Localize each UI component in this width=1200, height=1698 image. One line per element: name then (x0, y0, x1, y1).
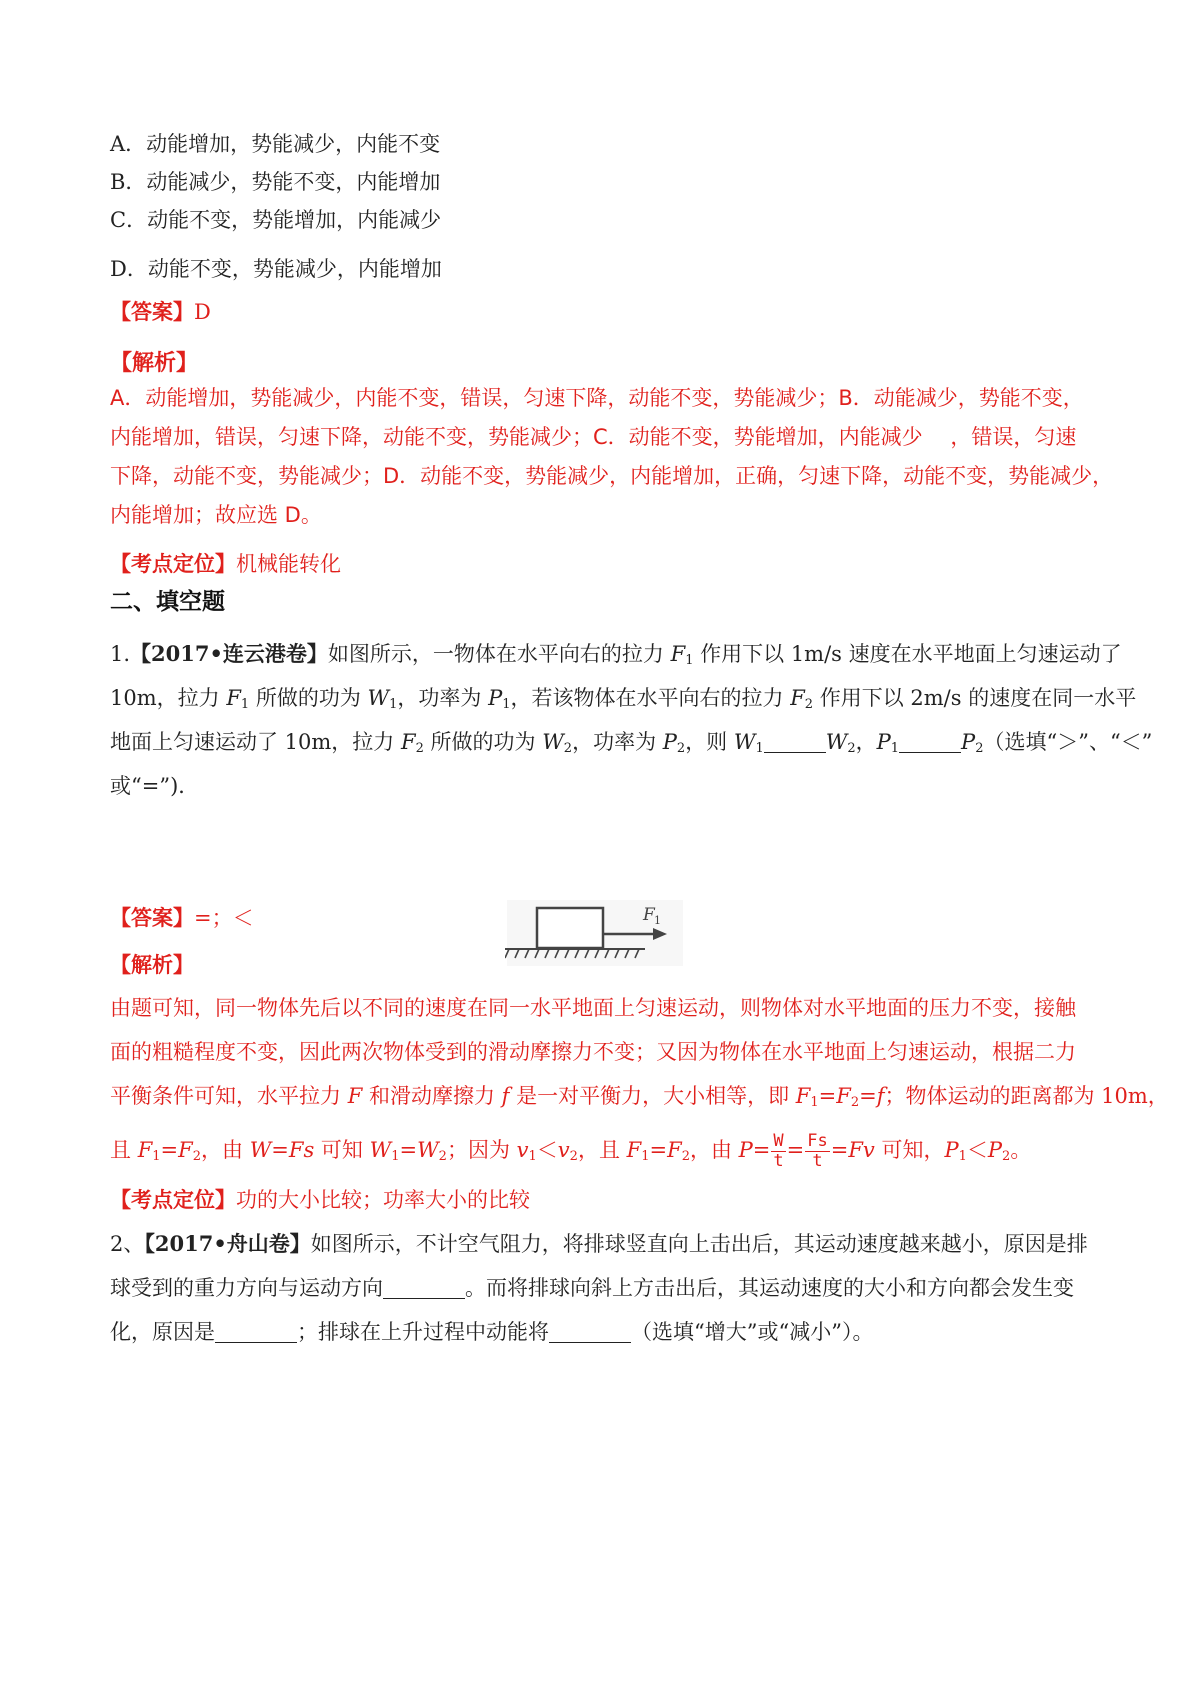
text: 10m，拉力 (110, 686, 227, 710)
symbol: Fv (848, 1138, 875, 1162)
text: ，由 (689, 1138, 739, 1162)
force-label-sub: 1 (654, 914, 661, 927)
fraction-numerator: Fs (807, 1131, 828, 1151)
section-title: 二、填空题 (110, 588, 225, 615)
text: ；排球在上升过程中动能将 (297, 1320, 549, 1344)
subscript: 2 (569, 1149, 578, 1164)
subscript: 1 (810, 1095, 819, 1110)
symbol: W (369, 1138, 392, 1162)
symbol: W (825, 730, 848, 754)
text: = (399, 1138, 418, 1162)
answer-blank[interactable] (215, 1322, 297, 1343)
q2-line-2 (110, 1274, 1074, 1302)
subscript: 1 (152, 1149, 161, 1164)
text: = (649, 1138, 668, 1162)
symbol: f (501, 1084, 510, 1108)
text: ，由 (201, 1138, 250, 1162)
symbol: P (944, 1138, 959, 1162)
q0-key-point (110, 550, 341, 578)
symbol: P (987, 1138, 1003, 1162)
key-point-tag: 【考点定位】 (110, 1187, 236, 1212)
symbol: F (347, 1084, 363, 1108)
text: 可知 (314, 1138, 370, 1162)
symbol: P (662, 730, 677, 754)
question-source: 【2017•连云港卷】 (130, 641, 328, 666)
q1-line-1 (110, 640, 1122, 668)
question-number: 2、 (110, 1232, 145, 1256)
subscript: 2 (850, 1095, 860, 1110)
subscript: 2 (847, 741, 856, 756)
subscript: 2 (438, 1149, 447, 1164)
answer-blank[interactable] (383, 1278, 465, 1299)
q0-answer (110, 298, 211, 326)
text: 。 (1010, 1138, 1032, 1162)
force-diagram (505, 900, 685, 966)
question-source: 【2017•舟山卷】 (144, 1231, 311, 1256)
text: = (752, 1138, 771, 1162)
symbol: W (542, 730, 564, 754)
symbol: P (876, 730, 891, 754)
force-label: F (643, 905, 655, 925)
analysis-tag: 【解析】 (110, 952, 194, 977)
symbol: F (137, 1138, 153, 1162)
text: 可知， (874, 1138, 945, 1162)
text: ＜ (966, 1138, 988, 1162)
text: 如图所示，不计空气阻力，将排球竖直向上击出后，其运动速度越来越小，原因是排 (310, 1232, 1088, 1256)
text: （选填“增大”或“减小”）。 (631, 1320, 874, 1344)
answer-tag: 【答案】 (110, 299, 194, 324)
text: 所做的功为 (249, 686, 368, 710)
subscript: 2 (804, 697, 814, 712)
symbol: F (667, 1138, 682, 1162)
subscript: 1 (502, 697, 511, 712)
symbol: f (876, 1084, 885, 1108)
text: ，功率为 (397, 686, 489, 710)
text: = (859, 1084, 877, 1108)
symbol: P (738, 1138, 753, 1162)
text: ＜ (536, 1138, 558, 1162)
analysis-line: 下降，动能不变，势能减少；D．动能不变，势能减少，内能增加，正确，匀速下降，动能不变，势能减少， (110, 464, 1114, 488)
subscript: 1 (240, 697, 250, 712)
subscript: 2 (563, 741, 573, 756)
text: ；物体运动的距离都为 10m， (884, 1084, 1169, 1108)
analysis-line: 内能增加，错误，匀速下降，动能不变，势能减少；C．动能不变，势能增加，内能减少 ，错误，匀速 (110, 425, 1077, 449)
answer-blank[interactable] (549, 1322, 631, 1343)
symbol: W (417, 1138, 439, 1162)
fraction-numerator: W (773, 1131, 784, 1151)
symbol: F (178, 1138, 193, 1162)
text: 平衡条件可知，水平拉力 (110, 1084, 348, 1108)
key-point-tag: 【考点定位】 (110, 551, 236, 576)
text: 且 (110, 1138, 138, 1162)
analysis-tag: 【解析】 (110, 350, 199, 376)
option-c: C．动能不变，势能增加，内能减少 (110, 208, 442, 232)
q2-line-3 (110, 1318, 873, 1346)
answer-blank[interactable] (899, 732, 961, 753)
symbol: F (400, 730, 416, 754)
text: 作用下以 2m/s 的速度在同一水平 (813, 686, 1137, 710)
symbol: W (733, 730, 756, 754)
subscript: 1 (685, 653, 694, 668)
text: ， (855, 730, 877, 754)
subscript: 2 (192, 1149, 202, 1164)
text: 所做的功为 (423, 730, 543, 754)
symbol: F (795, 1084, 811, 1108)
text: 作用下以 1m/s 速度在水平地面上匀速运动了 (693, 642, 1122, 666)
text: ，则 (685, 730, 734, 754)
symbol: F (670, 642, 686, 666)
answer-blank[interactable] (764, 732, 826, 753)
q1-answer (110, 904, 254, 932)
answer-value: D (194, 300, 211, 324)
text: 地面上匀速运动了 10m，拉力 (110, 730, 401, 754)
text: 是一对平衡力，大小相等，即 (509, 1084, 796, 1108)
answer-value: =；＜ (194, 906, 254, 930)
subscript: 2 (415, 741, 424, 756)
block (537, 908, 603, 948)
q1-key-point (110, 1186, 530, 1214)
symbol: v (557, 1138, 570, 1162)
fraction-denominator: t (812, 1151, 823, 1171)
subscript: 1 (958, 1149, 967, 1164)
q1-analysis-line-3 (110, 1082, 1169, 1110)
text: 和滑动摩擦力 (362, 1084, 502, 1108)
option-a: A．动能增加，势能减少，内能不变 (110, 132, 441, 156)
symbol: v (516, 1138, 529, 1162)
text: （选填“＞”、“＜” (983, 730, 1153, 754)
text: ，若该物体在水平向右的拉力 (510, 686, 791, 710)
text: ，且 (577, 1138, 627, 1162)
subscript: 1 (890, 741, 900, 756)
subscript: 1 (389, 697, 398, 712)
option-b: B．动能减少，势能不变，内能增加 (110, 170, 441, 194)
fraction-denominator: t (773, 1151, 784, 1171)
answer-tag: 【答案】 (110, 905, 194, 930)
subscript: 2 (1002, 1149, 1011, 1164)
q1-line-4: 或“=”)． (110, 774, 200, 798)
text: 球受到的重力方向与运动方向 (110, 1276, 383, 1300)
text: ；因为 (446, 1138, 517, 1162)
symbol: F (226, 686, 241, 710)
analysis-line: A．动能增加，势能减少，内能不变，错误，匀速下降，动能不变，势能减少；B．动能减少，势能不变， (110, 386, 1084, 410)
q1-analysis-line-4 (110, 1132, 1031, 1171)
question-number: 1. (110, 642, 131, 666)
text: 化，原因是 (110, 1320, 215, 1344)
analysis-line: 内能增加；故应选 D。 (110, 503, 322, 527)
q2-line-1 (110, 1230, 1088, 1258)
subscript: 2 (975, 741, 984, 756)
text: = (818, 1084, 837, 1108)
fraction-w-over-t (771, 1132, 785, 1171)
key-point-value: 机械能转化 (236, 552, 341, 576)
subscript: 2 (681, 1149, 690, 1164)
subscript: 1 (528, 1149, 537, 1164)
subscript: 1 (755, 741, 764, 756)
symbol: F (790, 686, 805, 710)
symbol: F (626, 1138, 642, 1162)
symbol: W (367, 686, 390, 710)
symbol: P (961, 730, 976, 754)
q1-analysis-line-2: 面的粗糙程度不变，因此两次物体受到的滑动摩擦力不变；又因为物体在水平地面上匀速运动，根据二力 (110, 1040, 1076, 1064)
fraction-fs-over-t (805, 1132, 829, 1171)
text: ，功率为 (572, 730, 663, 754)
text: 。而将排球向斜上方击出后，其运动速度的大小和方向都会发生变 (465, 1276, 1074, 1300)
option-d: D．动能不变，势能减少，内能增加 (110, 257, 442, 281)
q1-line-3 (110, 728, 1152, 756)
subscript: 1 (641, 1149, 650, 1164)
formula: W=Fs (249, 1138, 315, 1162)
q1-line-2 (110, 684, 1136, 712)
text: = (786, 1138, 805, 1162)
symbol: F (836, 1084, 851, 1108)
symbol: P (488, 686, 503, 710)
q1-analysis-line-1: 由题可知，同一物体先后以不同的速度在同一水平地面上匀速运动，则物体对水平地面的压力不变，接触 (110, 996, 1076, 1020)
text: = (830, 1138, 849, 1162)
subscript: 1 (391, 1149, 400, 1164)
text: 如图所示，一物体在水平向右的拉力 (327, 642, 671, 666)
key-point-value: 功的大小比较；功率大小的比较 (236, 1188, 530, 1212)
subscript: 2 (676, 741, 686, 756)
text: = (160, 1138, 179, 1162)
